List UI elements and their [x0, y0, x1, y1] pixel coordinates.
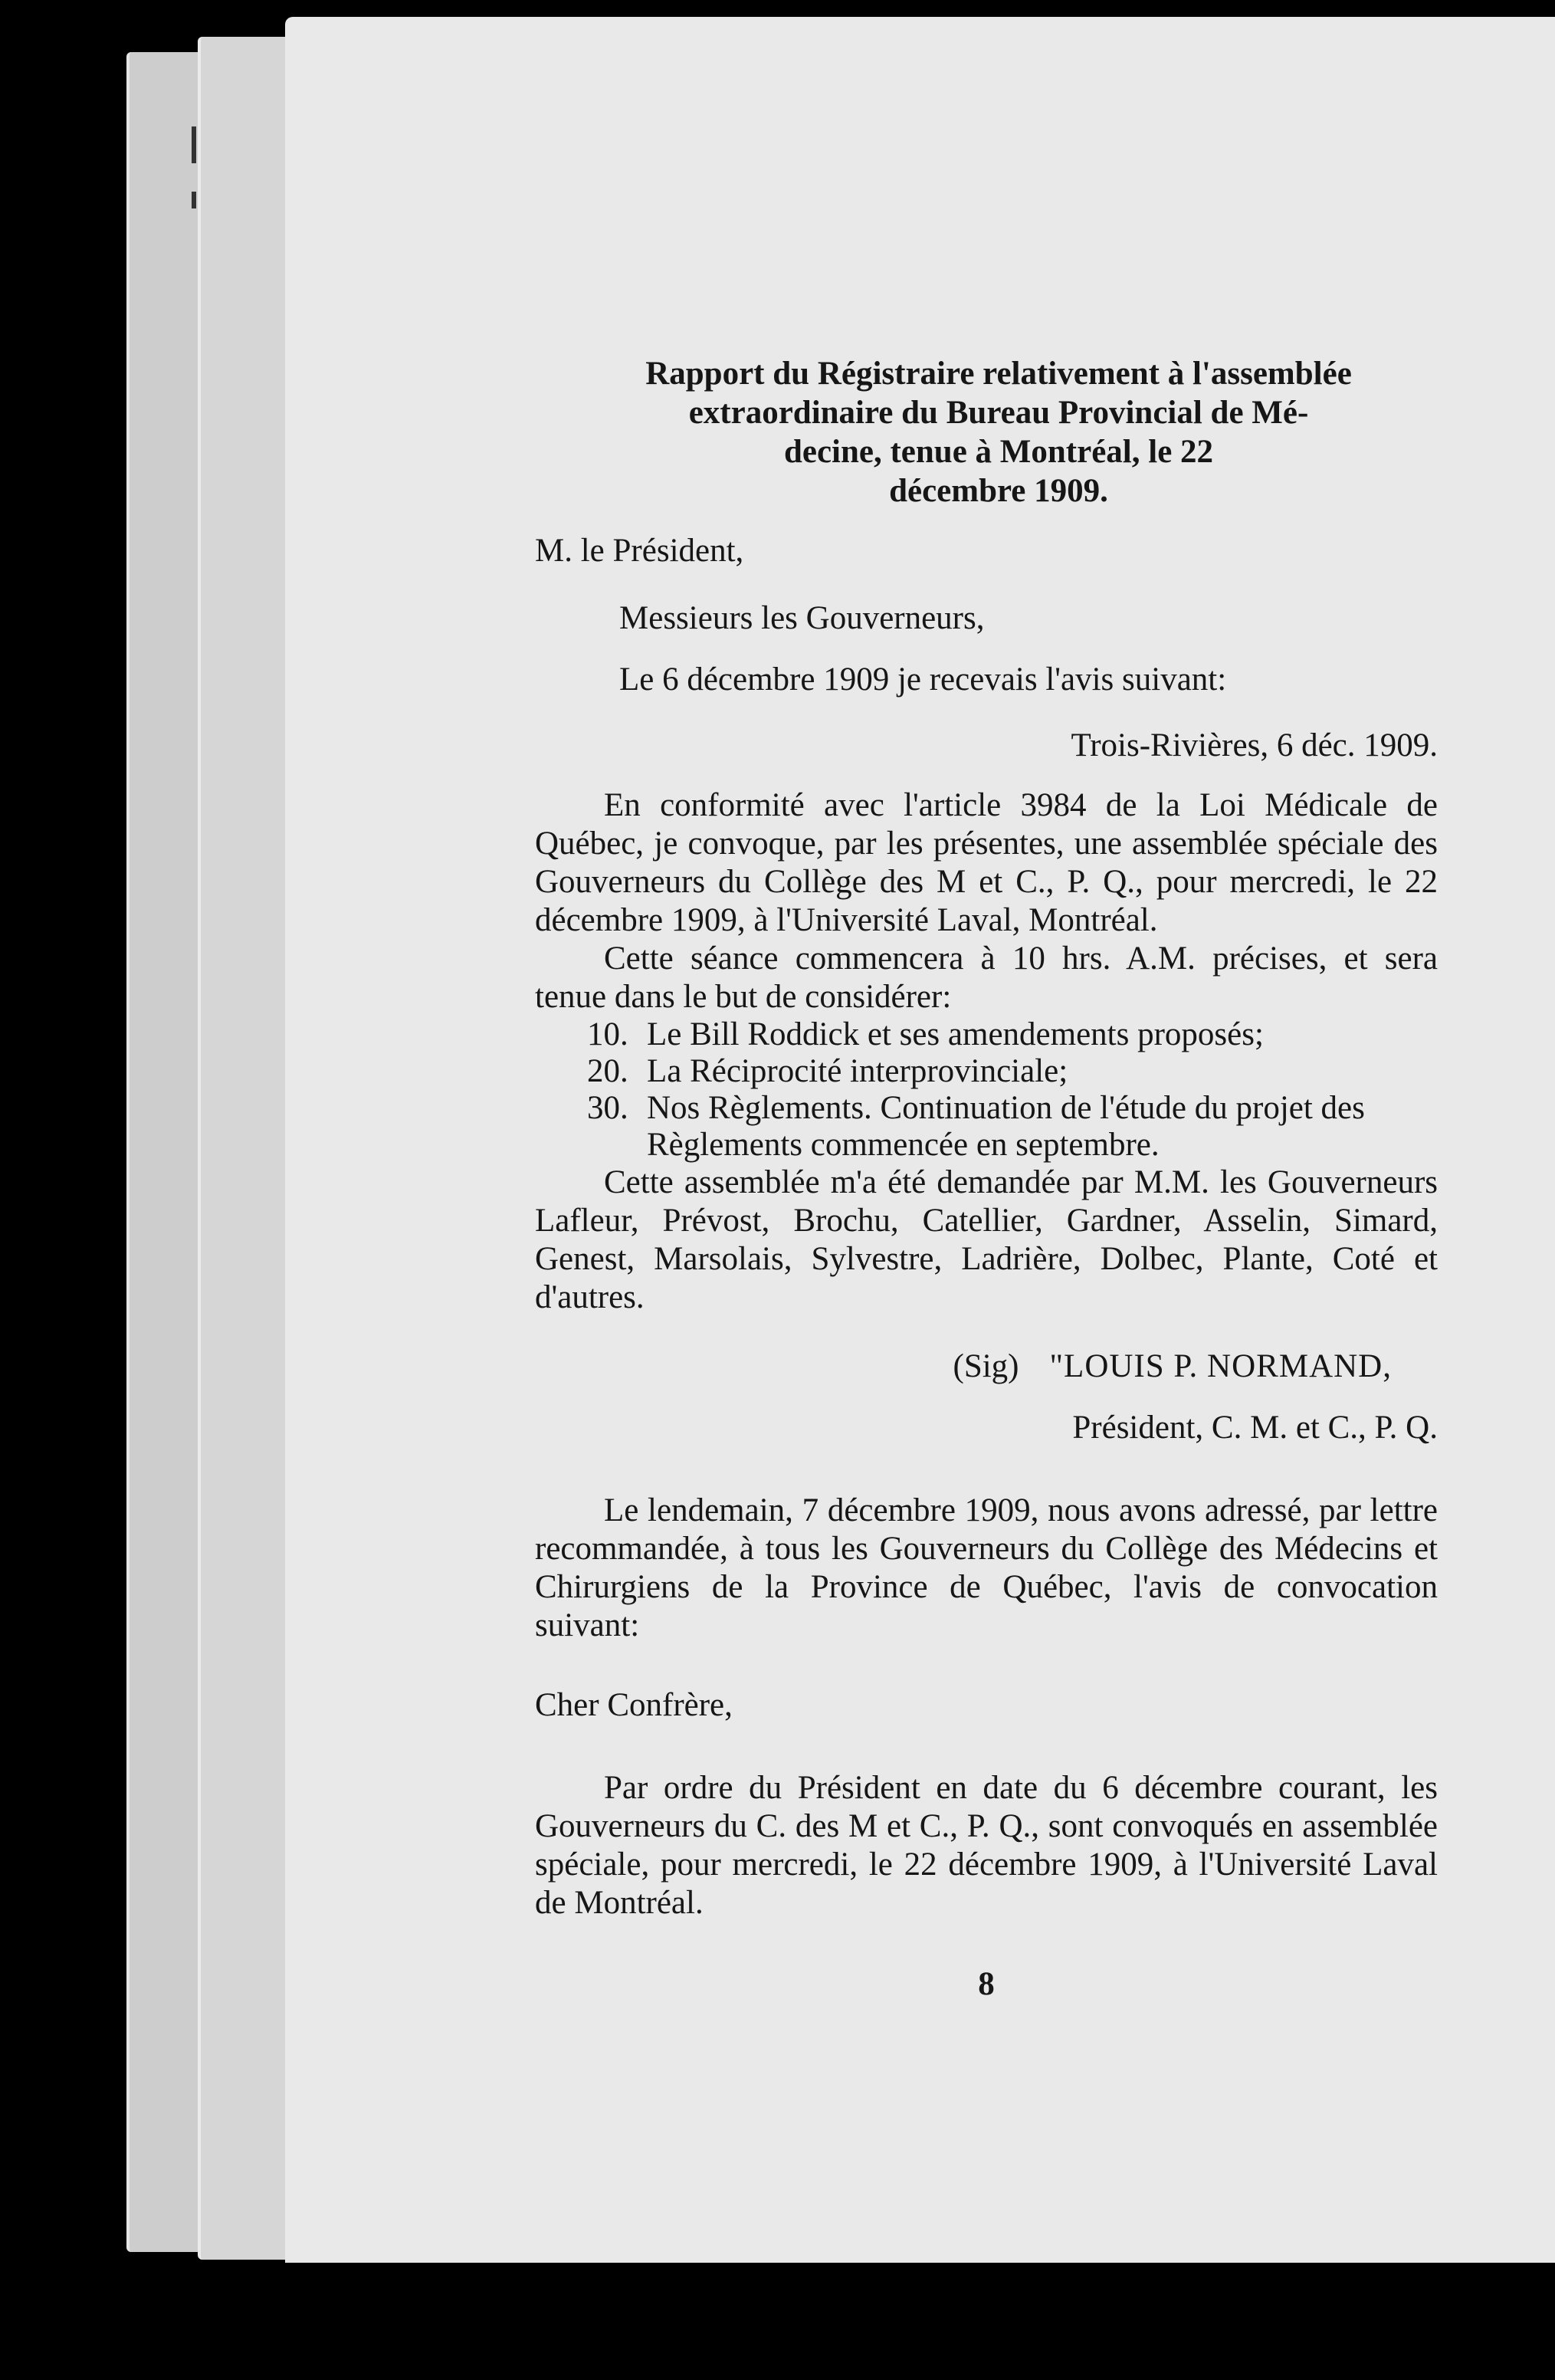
agenda-item: [587, 1090, 1438, 1164]
edge-mark: [192, 126, 196, 163]
page-number: 8: [978, 1966, 995, 2002]
agenda-number: 30.: [587, 1090, 628, 1126]
report-title: [558, 354, 1439, 510]
agenda-list: [587, 1016, 1438, 1164]
notice-paragraph: Cette assemblée m'a été demandée par M.M. les Gouverneurs Lafleur, Prévost, Brochu, Catellier, Gardner, Asselin, Simard, Genest, Marsolais, Sylvestre, Ladrière, Dolbec, Plante, Coté et d'autres.: [535, 1164, 1438, 1315]
agenda-text: Le Bill Roddick et ses amendements proposés;: [647, 1016, 1264, 1052]
agenda-text: La Réciprocité interprovinciale;: [647, 1053, 1068, 1089]
page-content: [535, 354, 1438, 2003]
signature-label: (Sig): [953, 1348, 1019, 1384]
notice-paragraph: Cette séance commencera à 10 hrs. A.M. précises, et sera tenue dans le but de considérer:: [535, 941, 1438, 1015]
agenda-item: [587, 1016, 1438, 1053]
title-line: extraordinaire du Bureau Provincial de Mé-: [688, 395, 1309, 431]
signature-title: Président, C. M. et C., P. Q.: [1072, 1410, 1438, 1446]
greeting: Cher Confrère,: [535, 1687, 733, 1723]
agenda-number: 20.: [587, 1053, 628, 1089]
salutation: M. le Président,: [535, 533, 744, 569]
governors-address: Messieurs les Gouverneurs,: [619, 600, 985, 636]
notice-paragraph: En conformité avec l'article 3984 de la Loi Médicale de Québec, je convoque, par les présentes, une assemblée spéciale des Gouverneurs du Collège des M et C., P. Q., pour mercredi, le 22 décembre 1909, à l'Université Laval, Montréal.: [535, 787, 1438, 938]
agenda-number: 10.: [587, 1016, 628, 1052]
dateline: Trois-Rivières, 6 déc. 1909.: [1071, 727, 1438, 763]
body-paragraph: Le lendemain, 7 décembre 1909, nous avons adressé, par lettre recommandée, à tous les Gouverneurs du Collège des Médecins et Chirurgiens de la Province de Québec, l'avis de convocation suivant:: [535, 1492, 1438, 1643]
agenda-text: Nos Règlements. Continuation de l'étude du projet des Règlements commencée en septembre.: [647, 1090, 1365, 1163]
quoted-notice: [535, 786, 1438, 1317]
agenda-item: [587, 1053, 1438, 1090]
intro-paragraph: Le 6 décembre 1909 je recevais l'avis suivant:: [619, 661, 1227, 698]
title-line: Rapport du Régistraire relativement à l'assemblée: [645, 356, 1352, 392]
title-line: décembre 1909.: [889, 473, 1108, 509]
title-line: decine, tenue à Montréal, le 22: [783, 434, 1214, 470]
edge-mark: [192, 192, 196, 208]
signature-name: "LOUIS P. NORMAND,: [1049, 1348, 1392, 1384]
body-paragraph: Par ordre du Président en date du 6 décembre courant, les Gouverneurs du C. des M et C., P. Q., sont convoqués en assemblée spéciale, pour mercredi, le 22 décembre 1909, à l'Université Laval de Montréal.: [535, 1770, 1438, 1921]
signature-line: [535, 1348, 1392, 1386]
